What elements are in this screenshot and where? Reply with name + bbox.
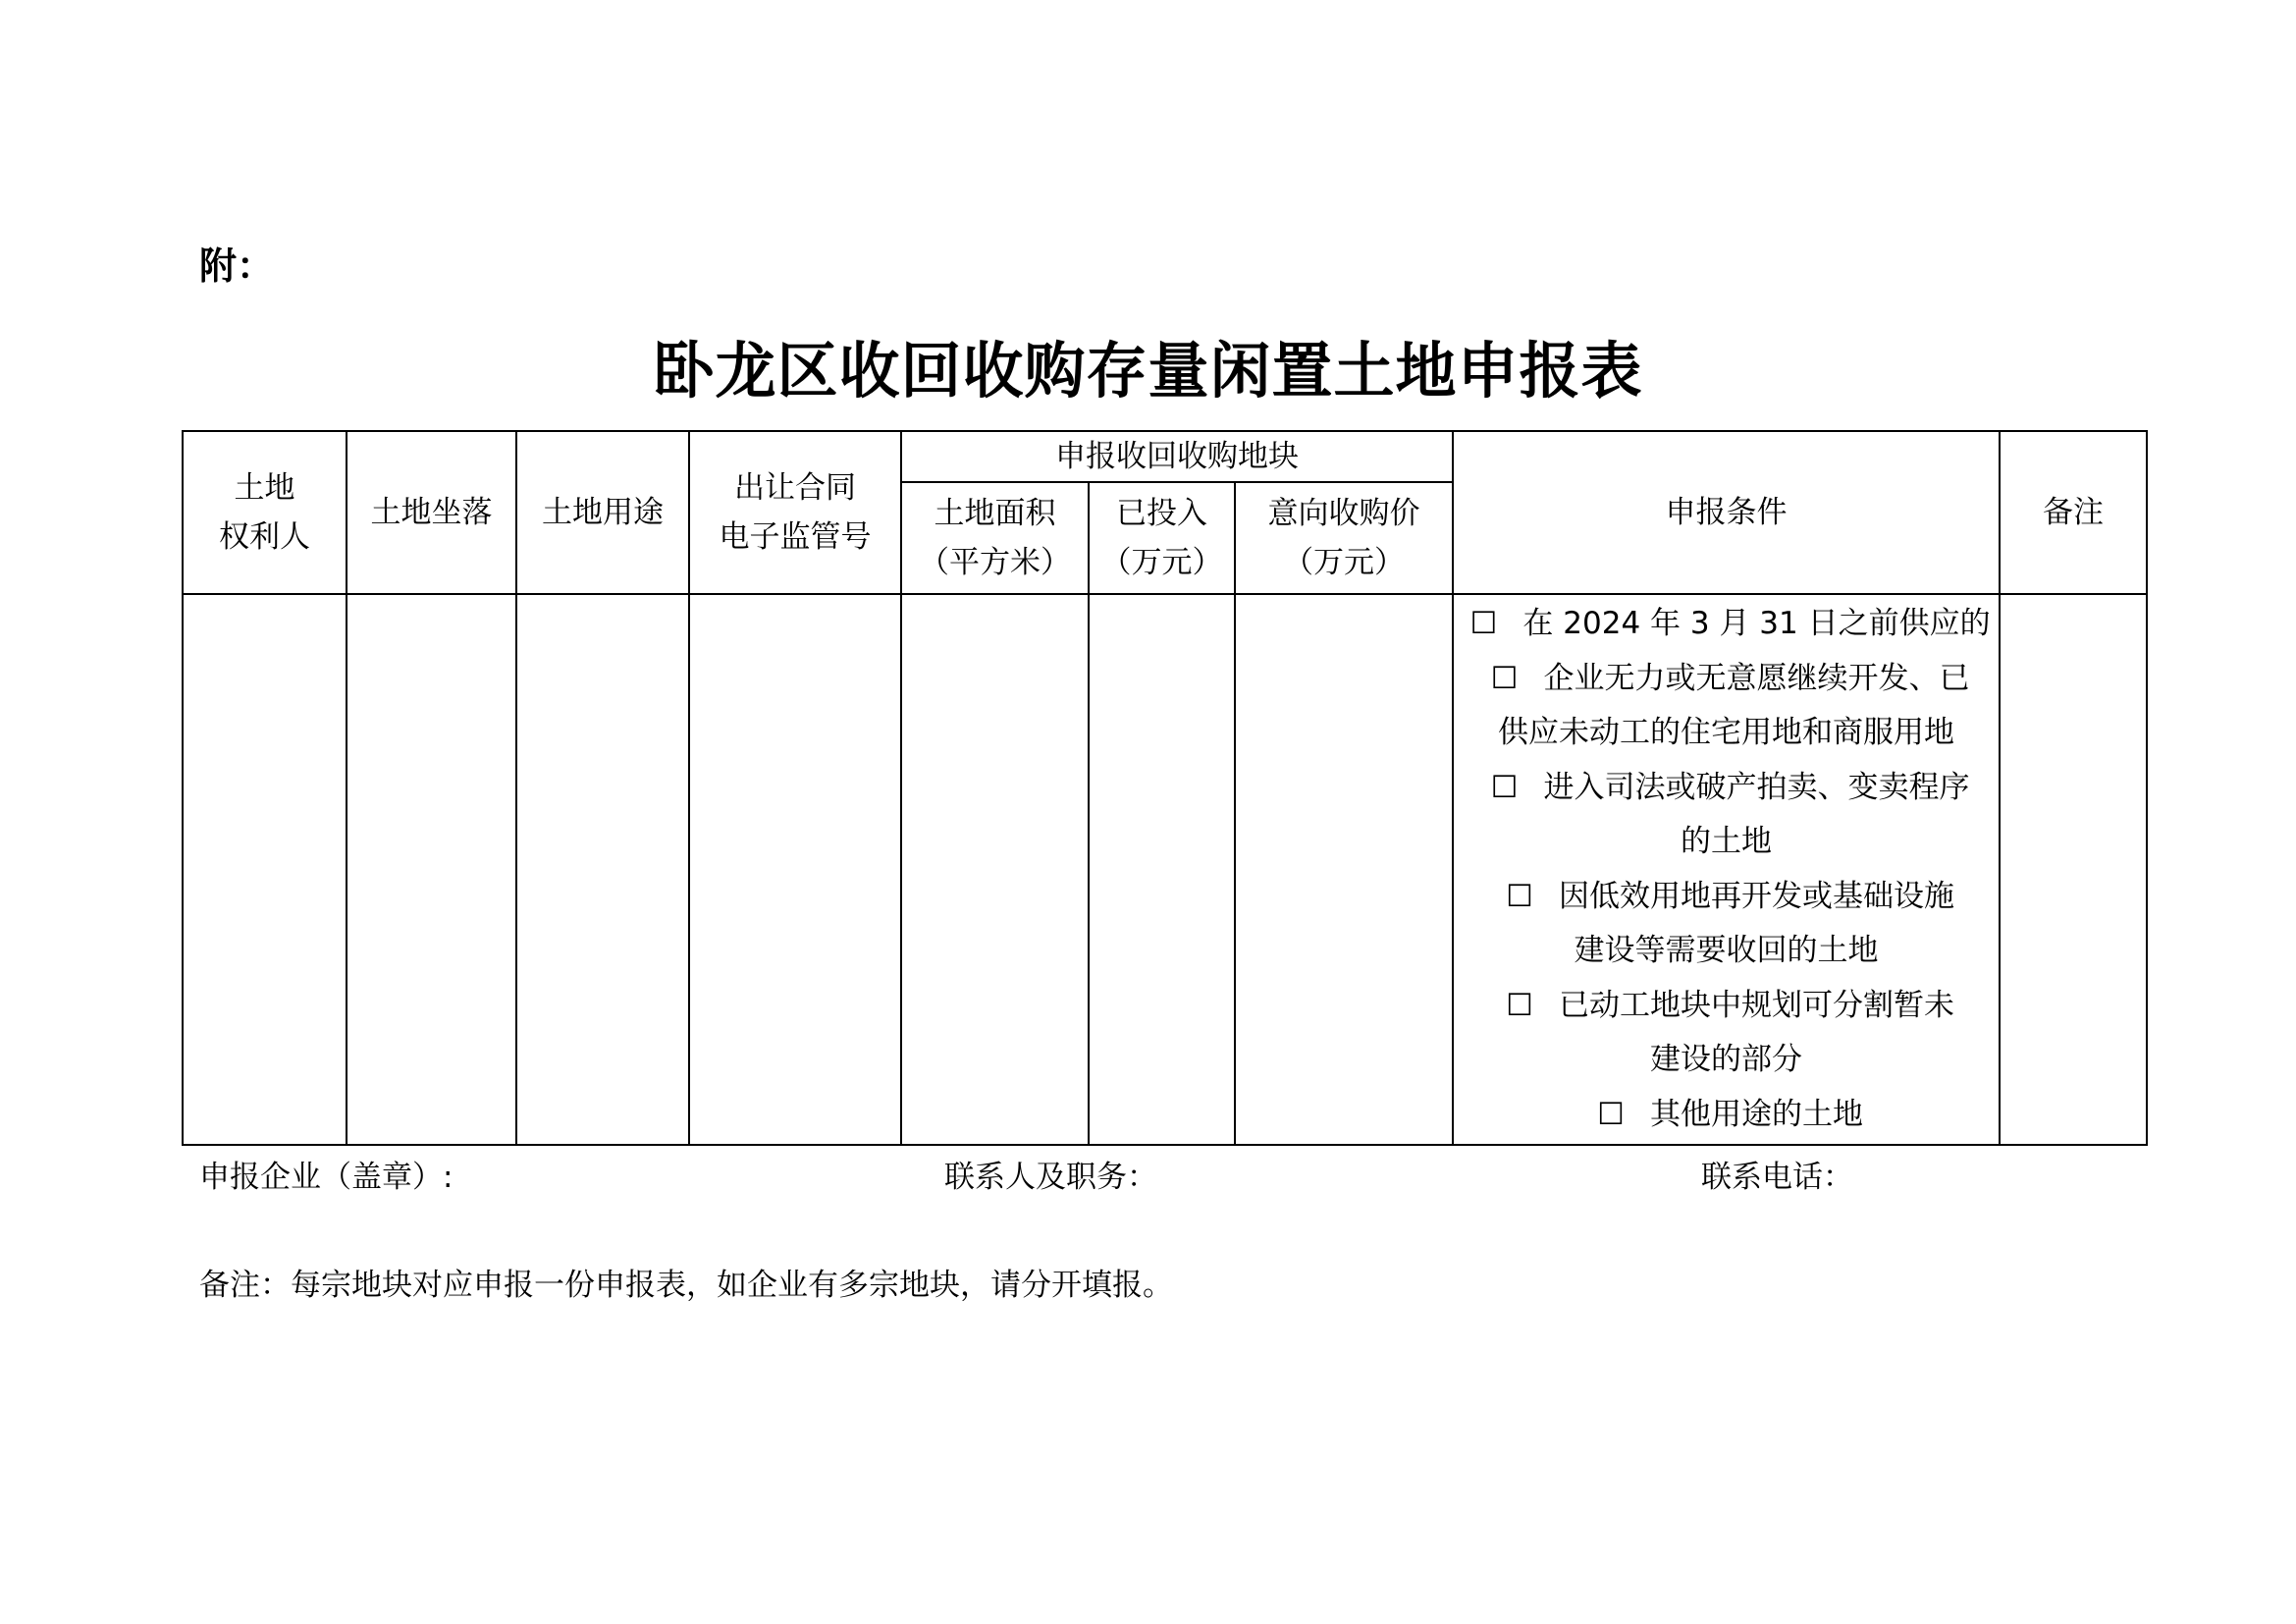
cell-contract[interactable] xyxy=(689,594,901,1145)
application-form-table xyxy=(182,430,2148,1146)
condition-item xyxy=(1454,761,1999,816)
checkbox-icon[interactable]: ☐ xyxy=(1469,606,1498,641)
footer-contact-phone: 联系电话： xyxy=(1701,1160,1853,1195)
header-remarks: 备注 xyxy=(2000,431,2147,594)
condition-text-continued: 建设等需要收回的土地 xyxy=(1574,933,1879,968)
footnote: 备注：每宗地块对应申报一份申报表，如企业有多宗地块，请分开填报。 xyxy=(199,1268,1173,1303)
header-location: 土地坐落 xyxy=(347,431,516,594)
condition-text-continued: 的土地 xyxy=(1681,824,1773,859)
checkbox-icon[interactable]: ☐ xyxy=(1506,878,1533,914)
footer-company-seal: 申报企业（盖章）: xyxy=(199,1160,454,1195)
cell-invested[interactable] xyxy=(1089,594,1235,1145)
checkbox-icon[interactable]: ☐ xyxy=(1490,660,1519,696)
cell-price[interactable] xyxy=(1235,594,1453,1145)
checkbox-icon[interactable]: ☐ xyxy=(1490,769,1519,805)
condition-item xyxy=(1454,1088,1999,1143)
checkbox-icon[interactable]: ☐ xyxy=(1506,987,1533,1023)
condition-text: 进入司法或破产拍卖、变卖程序 xyxy=(1543,769,1970,805)
condition-item xyxy=(1454,979,1999,1034)
condition-item xyxy=(1454,652,1999,707)
header-group: 申报收回收购地块 xyxy=(901,431,1453,482)
cell-conditions xyxy=(1453,594,2000,1145)
cell-owner[interactable] xyxy=(183,594,347,1145)
condition-text: 因低效用地再开发或基础设施 xyxy=(1559,878,1955,914)
condition-text: 在 2024 年 3 月 31 日之前供应的 xyxy=(1522,606,1991,641)
header-price: 意向收购价 （万元） xyxy=(1235,482,1453,594)
condition-item xyxy=(1454,597,1999,652)
header-contract: 出让合同 电子监管号 xyxy=(689,431,901,594)
condition-text-continued: 建设的部分 xyxy=(1650,1042,1803,1077)
condition-item xyxy=(1454,870,1999,925)
cell-remarks[interactable] xyxy=(2000,594,2147,1145)
header-invested: 已投入 （万元） xyxy=(1089,482,1235,594)
checkbox-icon[interactable]: ☐ xyxy=(1597,1096,1625,1132)
cell-area[interactable] xyxy=(901,594,1089,1145)
header-usage: 土地用途 xyxy=(516,431,689,594)
condition-text: 其他用途的土地 xyxy=(1650,1096,1864,1132)
cell-usage[interactable] xyxy=(516,594,689,1145)
attachment-label: 附： xyxy=(199,244,275,288)
header-owner: 土地 权利人 xyxy=(183,431,347,594)
condition-text: 已动工地块中规划可分割暂未 xyxy=(1559,987,1955,1023)
footer-contact-person: 联系人及职务： xyxy=(944,1160,1157,1195)
condition-text-continued: 供应未动工的住宅用地和商服用地 xyxy=(1498,715,1955,750)
page-title: 卧龙区收回收购存量闲置土地申报表 xyxy=(653,335,1643,406)
header-area: 土地面积 （平方米） xyxy=(901,482,1089,594)
condition-text: 企业无力或无意愿继续开发、已 xyxy=(1543,660,1970,696)
header-conditions: 申报条件 xyxy=(1453,431,2000,594)
cell-location[interactable] xyxy=(347,594,516,1145)
